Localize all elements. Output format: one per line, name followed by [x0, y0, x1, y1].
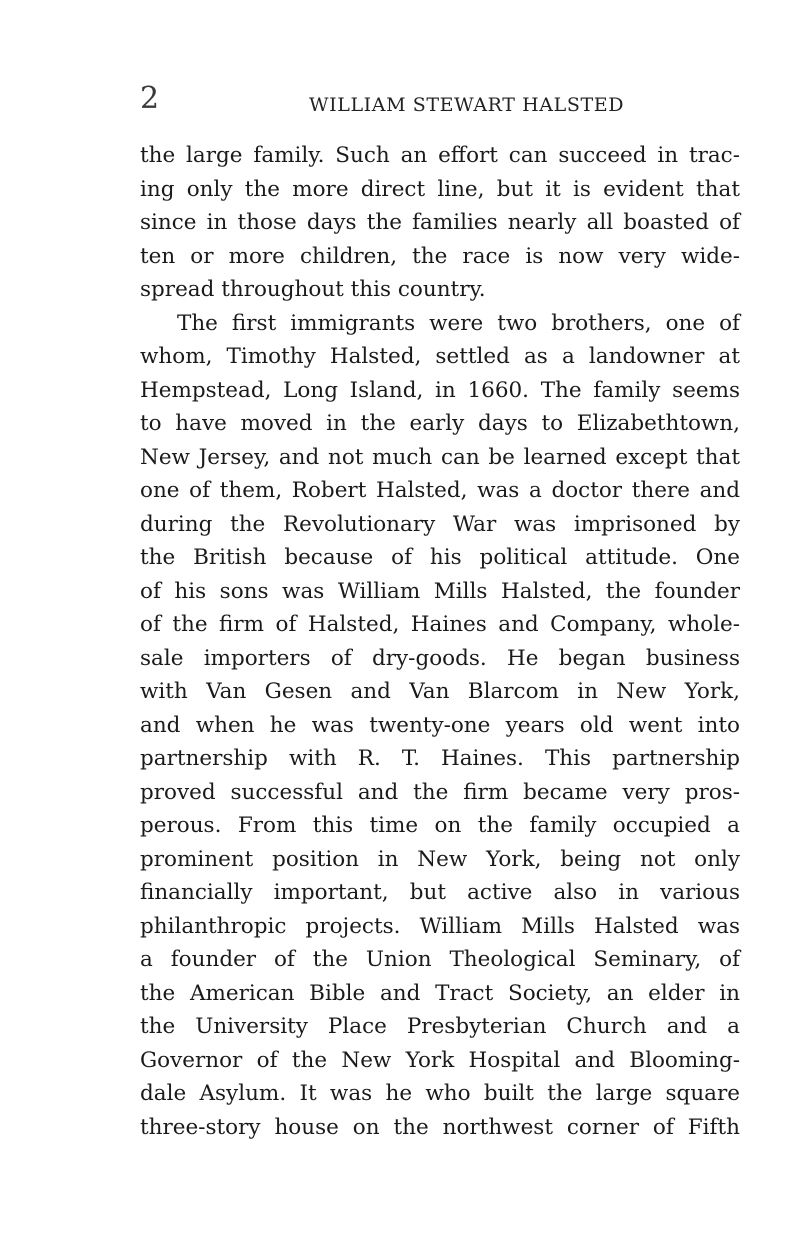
text-line: ten or more children, the race is now very wide- [140, 243, 740, 269]
text-line: the British because of his political attitude. One [140, 545, 740, 570]
text-line: whom, Timothy Halsted, settled as a landowner at [140, 344, 740, 369]
text-line: and when he was twenty-one years old went into [140, 712, 740, 738]
body-text [140, 139, 740, 1144]
text-line: of the firm of Halsted, Haines and Company, whole- [140, 612, 740, 637]
page-number: 2 [140, 81, 160, 116]
text-line: the University Place Presbyterian Church and a [140, 1014, 740, 1039]
text-line: Governor of the New York Hospital and Blooming- [140, 1047, 740, 1073]
text-line: one of them, Robert Halsted, was a doctor there and [140, 478, 740, 503]
text-line: three-story house on the northwest corner of Fifth [140, 1114, 740, 1140]
text-line: spread throughout this country. [140, 277, 486, 302]
text-line: the large family. Such an effort can succeed in trac- [140, 143, 740, 168]
text-line: New Jersey, and not much can be learned except that [140, 444, 740, 470]
text-line: prominent position in New York, being not only [140, 846, 740, 872]
text-line: financially important, but active also in various [140, 880, 740, 905]
text-line: partnership with R. T. Haines. This partnership [140, 746, 740, 771]
running-title: WILLIAM STEWART HALSTED [309, 94, 625, 116]
page-header [0, 81, 800, 122]
text-line: dale Asylum. It was he who built the large square [140, 1081, 740, 1106]
text-line: to have moved in the early days to Elizabethtown, [140, 411, 740, 436]
text-line: during the Revolutionary War was imprisoned by [140, 511, 740, 537]
text-line: the American Bible and Tract Society, an elder in [140, 980, 740, 1006]
text-line: Hempstead, Long Island, in 1660. The family seems [140, 377, 740, 403]
text-line: of his sons was William Mills Halsted, the founder [140, 578, 740, 604]
text-line: sale importers of dry-goods. He began business [140, 645, 740, 671]
text-line: The first immigrants were two brothers, one of [177, 310, 740, 336]
text-line: proved successful and the firm became very pros- [140, 779, 740, 805]
text-line: philanthropic projects. William Mills Halsted was [140, 913, 740, 939]
text-line: since in those days the families nearly all boasted of [140, 210, 740, 235]
text-line: a founder of the Union Theological Seminary, of [140, 947, 740, 972]
text-line: ing only the more direct line, but it is evident that [140, 176, 740, 202]
text-line: with Van Gesen and Van Blarcom in New York, [140, 679, 740, 704]
text-line: perous. From this time on the family occupied a [140, 813, 740, 838]
